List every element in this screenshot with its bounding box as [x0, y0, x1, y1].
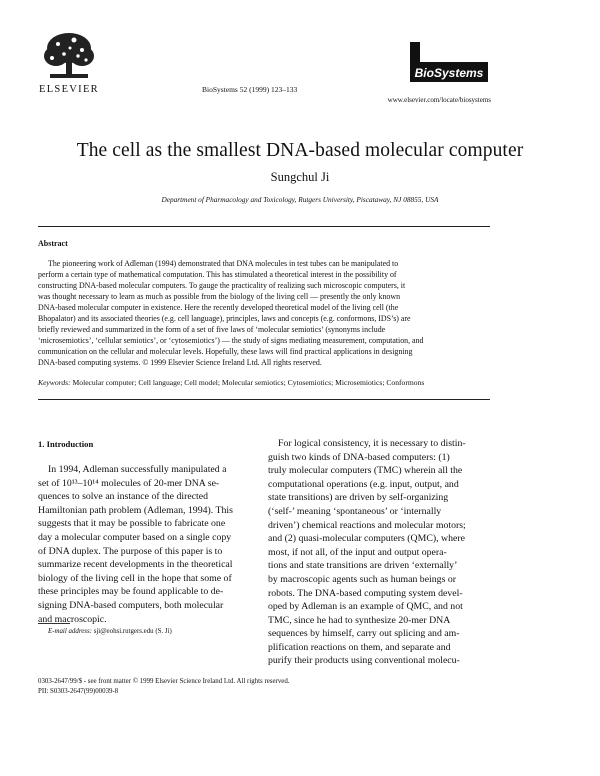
- abstract-line: briefly reviewed and summarized in the form of a set of five laws of ‘molecular semiotics’ (synonyms include: [38, 325, 386, 334]
- right-column-line: For logical consistency, it is necessary to distin-: [278, 438, 466, 449]
- left-column-line: Hamiltonian path problem (Adleman, 1994). This: [38, 505, 233, 516]
- left-column-line: set of 10¹³–10¹⁴ molecules of 20-mer DNA se-: [38, 478, 220, 489]
- right-column-line: driven’) chemical reactions and molecular motors;: [268, 520, 466, 531]
- left-column-line: signing DNA-based computers, both molecular: [38, 600, 224, 611]
- right-column-line: guish two kinds of DNA-based computers: (1): [268, 452, 450, 463]
- keywords: [38, 378, 424, 387]
- left-column-line: these principles may be found applicable to de-: [38, 586, 224, 597]
- email-label: E-mail address:: [48, 628, 92, 635]
- abstract-bottom-rule: [38, 399, 490, 400]
- article-author: Sungchul Ji: [270, 170, 330, 184]
- right-column-line: truly molecular computers (TMC) wherein all the: [268, 465, 463, 476]
- left-column-line: and macroscopic.: [38, 613, 107, 625]
- publisher-name: ELSEVIER: [39, 84, 99, 95]
- abstract-line: communication on the cellular and molecular levels. Hopefully, these laws will find practical applications in designing: [38, 347, 413, 356]
- keywords-label: Keywords:: [38, 378, 71, 387]
- email-address[interactable]: sji@eohsi.rutgers.edu (S. Ji): [93, 628, 172, 635]
- abstract-line: was thought necessary to learn as much as possible from the biology of the living cell — presently the only known: [38, 292, 401, 301]
- abstract-line: DNA-based computing systems. © 1999 Elsevier Science Ireland Ltd. All rights reserved.: [38, 358, 322, 367]
- abstract-top-rule: [38, 226, 490, 227]
- right-column-line: plification reactions on them, and separate and: [268, 642, 451, 653]
- right-column-line: computational operations (e.g. input, output, and: [268, 479, 459, 490]
- article-title: The cell as the smallest DNA-based molecular computer: [76, 140, 524, 161]
- keywords-list: Molecular computer; Cell language; Cell model; Molecular semiotics; Cytosemiotics; Microsemiotics; Conformons: [72, 378, 425, 387]
- right-column-line: and (2) quasi-molecular computers (QMC), where: [268, 533, 465, 544]
- right-column-line: state transitions) are driven by self-organizing: [268, 492, 449, 503]
- section-heading-introduction: 1. Introduction: [38, 439, 94, 449]
- left-column-line: suggests that it may be possible to fabricate one: [38, 518, 226, 529]
- right-column-line: oped by Adleman is an example of QMC, and not: [268, 601, 463, 612]
- abstract-line: perform a certain type of mathematical computation. This has stimulated a theoretical interest in the possibility of: [38, 270, 397, 279]
- right-column-line: (‘self-’ meaning ‘spontaneous’ or ‘internally: [268, 506, 442, 517]
- left-column-line: In 1994, Adleman successfully manipulated a: [48, 464, 227, 475]
- abstract-line: The pioneering work of Adleman (1994) demonstrated that DNA molecules in test tubes can be manipulated to: [48, 259, 399, 268]
- author-email-footnote: [48, 628, 172, 635]
- left-column-line: biology of the living cell in the hope that some of: [38, 573, 232, 584]
- right-column-line: purify their products using conventional molecu-: [268, 655, 460, 666]
- right-column-line: tions and state transitions are driven ‘externally’: [268, 560, 458, 571]
- biosystems-journal-logo: [404, 42, 488, 90]
- copyright-line: 0303-2647/99/$ - see front matter © 1999 Elsevier Science Ireland Ltd. All rights reserved.: [38, 678, 290, 685]
- right-column-line: sequences by himself, carry out splicing and am-: [268, 628, 460, 639]
- pii-line: PII: S0303-2647(99)00039-8: [38, 688, 119, 695]
- left-column-line: of DNA duplex. The purpose of this paper is to: [38, 546, 223, 557]
- biosystems-logo-text: BioSystems: [414, 66, 484, 80]
- left-column-line: summarize recent developments in the theoretical: [38, 559, 233, 570]
- right-column-line: by macroscopic agents such as human beings or: [268, 574, 456, 585]
- left-column-line: day a molecular computer based on a single copy: [38, 532, 232, 543]
- journal-url[interactable]: www.elsevier.com/locate/biosystems: [387, 96, 491, 104]
- abstract-line: ‘microsemiotics’, ‘cellular semiotics’, or ‘cytosemiotics’) — the study of signs mediating measurement, computation, and: [38, 336, 424, 345]
- right-column-line: TMC, since he had to synthesize 20-mer DNA: [268, 615, 451, 626]
- elsevier-tree-logo: [38, 30, 100, 92]
- journal-citation: BioSystems 52 (1999) 123–133: [202, 85, 298, 94]
- right-column-line: most, if not all, of the input and output opera-: [268, 547, 447, 558]
- abstract-line: DNA-based molecular computer in existence. Here the recently developed theoretical model of the living cell (the: [38, 303, 399, 312]
- abstract-heading: Abstract: [38, 239, 68, 248]
- author-affiliation: Department of Pharmacology and Toxicology, Rutgers University, Piscataway, NJ 08855, USA: [161, 195, 439, 204]
- abstract-line: constructing DNA-based molecular computers. To gauge the practicality of realizing such microscopic computers, it: [38, 281, 406, 290]
- right-column-line: robots. The DNA-based computing system devel-: [268, 588, 463, 599]
- abstract-line: Bhopalator) and its associated theories (e.g. cell language), principles, laws and concepts (e.g. conformons, IDS’s) are: [38, 314, 411, 323]
- left-column-line: quences to solve an instance of the directed: [38, 491, 209, 502]
